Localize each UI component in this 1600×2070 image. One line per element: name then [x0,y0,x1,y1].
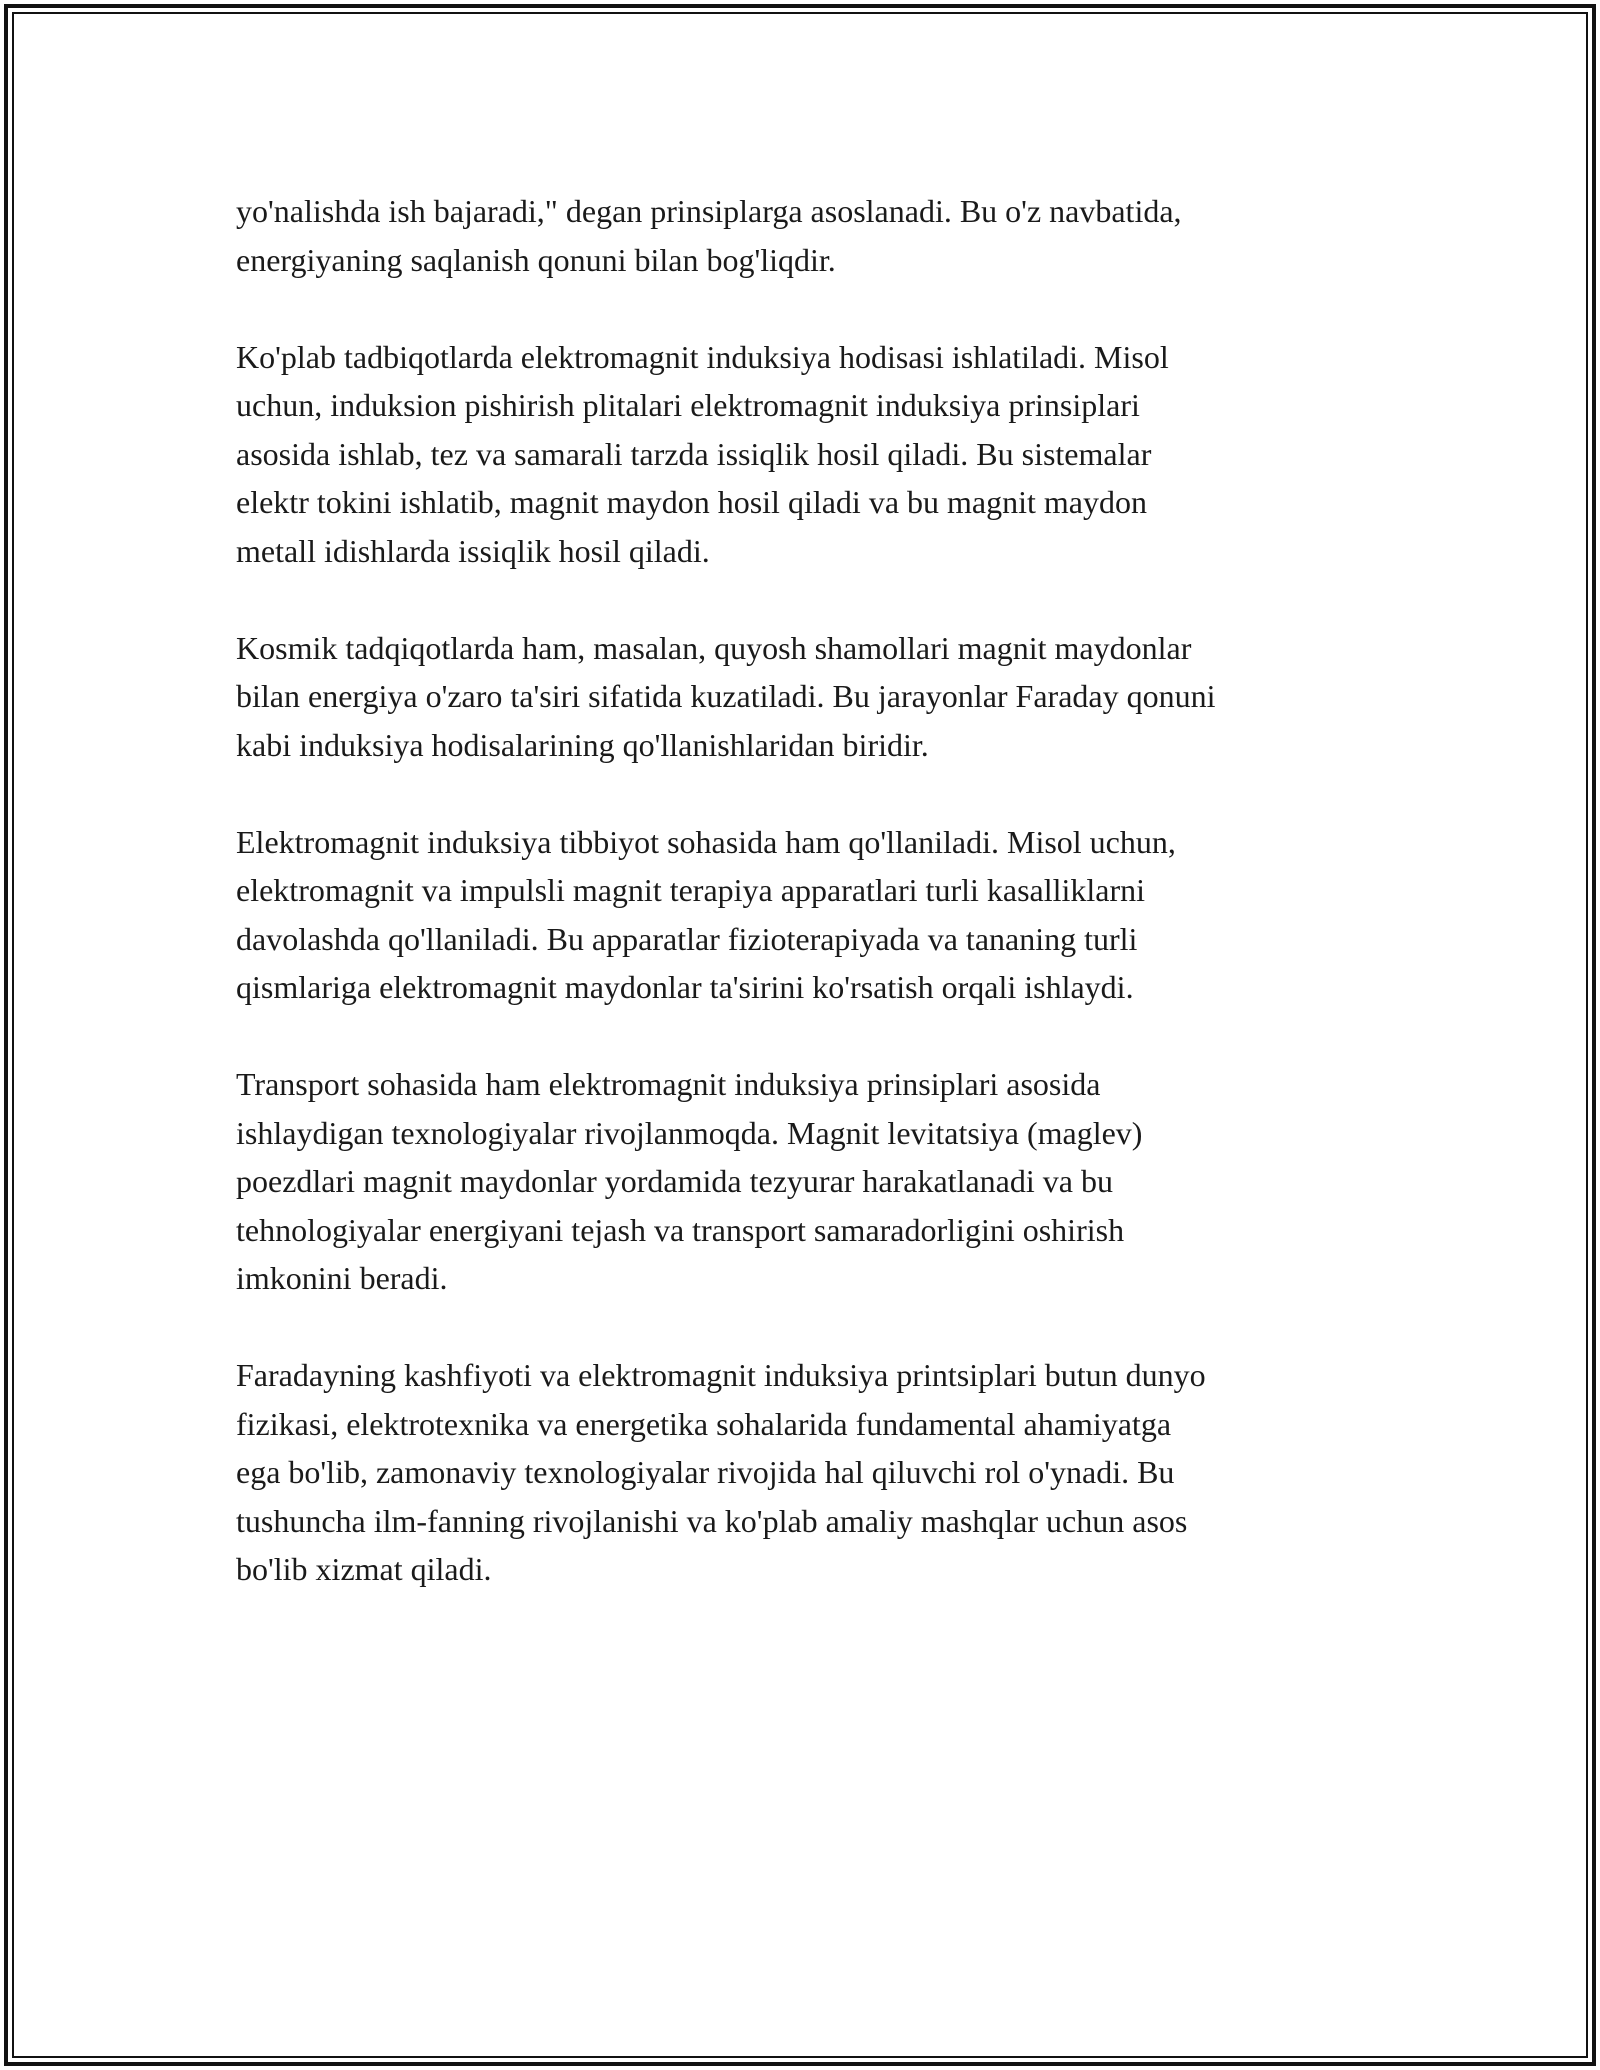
paragraph-work-direction: yo'nalishda ish bajaradi," degan prinsiplarga asoslanadi. Bu o'z navbatida, energiyaning saqlanish qonuni bilan bog'liqdir. [236,193,1182,278]
paragraph-transport: Transport sohasida ham elektromagnit induksiya prinsiplari asosida ishlaydigan texnologiyalar rivojlanmoqda. Magnit levitatsiya (maglev) poezdlari magnit maydonlar yordamida tezyurar harakatlanadi va bu tehnologiyalar energiyani tejash va transport samaradorligini oshirish imkonini beradi. [236,1066,1143,1296]
paragraph-induction-applications: Ko'plab tadbiqotlarda elektromagnit induksiya hodisasi ishlatiladi. Misol uchun, induksion pishirish plitalari elektromagnit induksiya prinsiplari asosida ishlab, tez va samarali tarzda issiqlik hosil qiladi. Bu sistemalar elektr tokini ishlatib, magnit maydon hosil qiladi va bu magnit maydon metall idishlarda issiqlik hosil qiladi. [236,338,1169,569]
paragraph-medicine: Elektromagnit induksiya tibbiyot sohasida ham qo'llaniladi. Misol uchun, elektromagnit va impulsli magnit terapiya apparatlari turli kasalliklarni davolashda qo'llaniladi. Bu apparatlar fizioterapiyada va tananing turli qismlariga elektromagnit maydonlar ta'sirini ko'rsatish orqali ishlaydi. [236,823,1176,1005]
document-body [236,187,1376,1642]
paragraph-conclusion: Faradayning kashfiyoti va elektromagnit induksiya printsiplari butun dunyo fizikasi, elektrotexnika va energetika sohalarida fundamental ahamiyatga ega bo'lib, zamonaviy texnologiyalar rivojida hal qiluvchi rol o'ynadi. Bu tushuncha ilm-fanning rivojlanishi va ko'plab amaliy mashqlar uchun asos bo'lib xizmat qiladi. [236,1357,1206,1587]
paragraph-space-research: Kosmik tadqiqotlarda ham, masalan, quyosh shamollari magnit maydonlar bilan energiya o'zaro ta'siri sifatida kuzatiladi. Bu jarayonlar Faraday qonuni kabi induksiya hodisalarining qo'llanishlaridan biridir. [236,629,1216,763]
